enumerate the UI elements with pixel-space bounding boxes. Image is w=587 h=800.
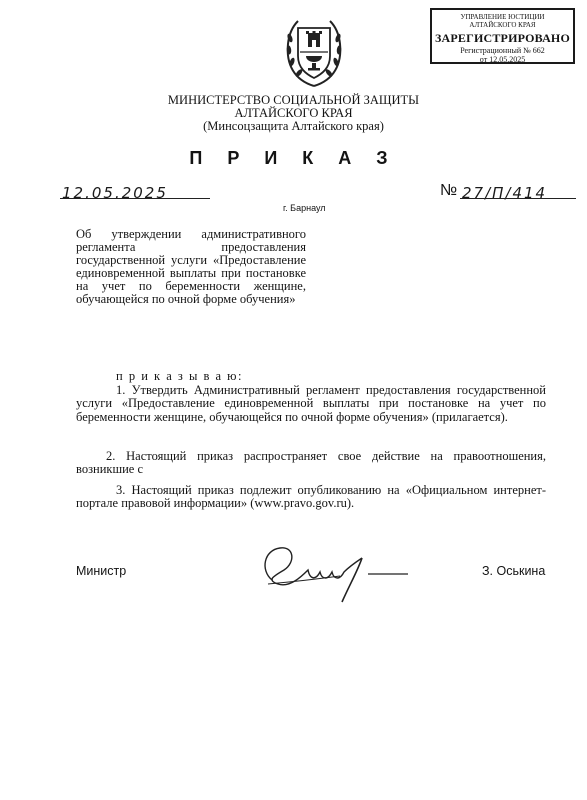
number-sign: № (440, 182, 458, 199)
stamp-line2: АЛТАЙСКОГО КРАЯ (469, 21, 536, 29)
signer-name: З. Оськина (482, 564, 546, 578)
order-word: п р и к а з ы в а ю: (116, 369, 243, 383)
paragraph-3: 3. Настоящий приказ подлежит опубликованию на «Официальном интернет-портале правовой информации» (www.pravo.gov.ru). (76, 483, 546, 511)
signer-position: Министр (76, 564, 127, 578)
document-city: г. Барнаул (283, 203, 326, 213)
stamp-line1: УПРАВЛЕНИЕ ЮСТИЦИИ (460, 13, 545, 21)
document-title: П Р И К А З (189, 148, 398, 168)
paragraph-2: 2. Настоящий приказ распространяет свое действие на правоотношения, возникшие с (76, 449, 546, 477)
ministry-region: АЛТАЙСКОГО КРАЯ (234, 106, 353, 120)
document-number: 27/П/414 (462, 184, 548, 202)
stamp-reg-number: Регистрационный № 662 (460, 46, 545, 55)
ministry-short-name: (Минсоцзащита Алтайского края) (203, 119, 384, 133)
paragraph-1: 1. Утвердить Административный регламент предоставления государственной услуги «Предоставление единовременной выплаты при постановке на учет по беременности женщине, обучающейся по очной форме обучения» (прилагается). (76, 383, 546, 424)
stamp-reg-date: от 12.05.2025 (479, 55, 526, 64)
document-subject: Об утверждении административного регламента предоставления государственной услуги «Предоставление единовременной выплаты при постановке на учет по беременности женщине, обучающейся по очной форме обучения» (76, 227, 306, 306)
document-date: 12.05.2025 (62, 184, 168, 202)
coat-of-arms-icon (284, 16, 344, 90)
stamp-status: ЗАРЕГИСТРИРОВАНО (434, 31, 570, 45)
registration-stamp (430, 8, 575, 64)
signature-icon (250, 540, 420, 606)
number-underline (460, 198, 576, 199)
ministry-name: МИНИСТЕРСТВО СОЦИАЛЬНОЙ ЗАЩИТЫ (167, 93, 420, 107)
date-underline (60, 198, 210, 199)
